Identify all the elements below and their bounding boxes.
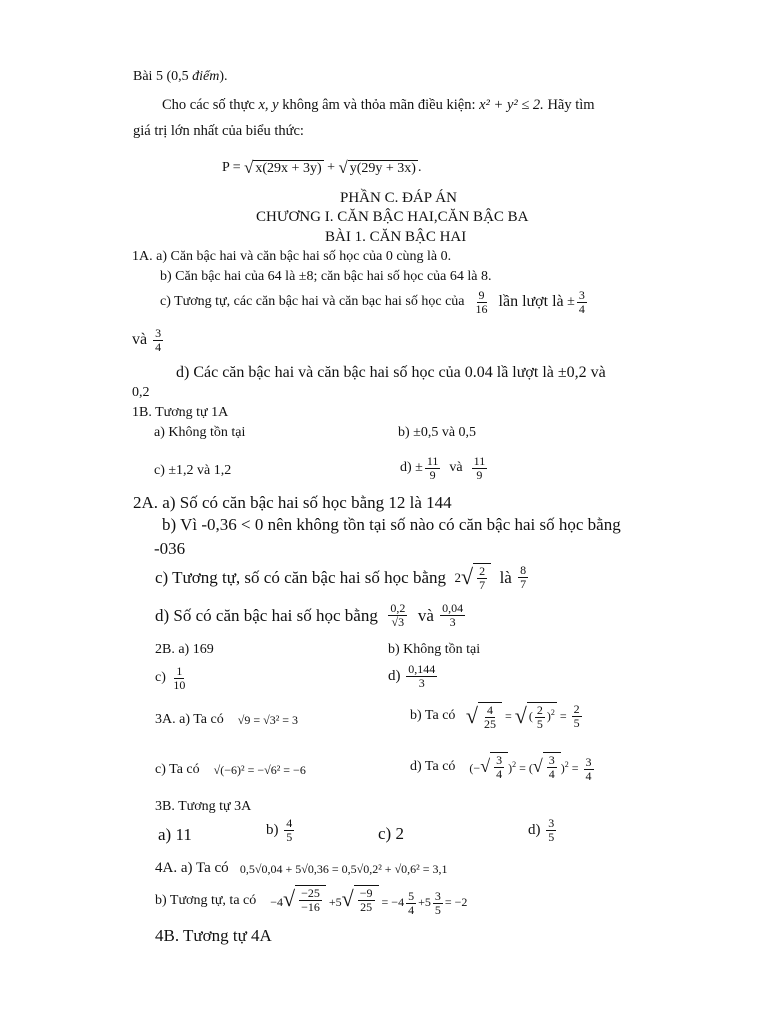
3a-c: c) Ta có √(−6)² = −√6² = −6	[155, 762, 306, 777]
1b-a: a) Không tồn tại	[154, 425, 246, 440]
4b-title: 4B. Tương tự 4A	[155, 926, 272, 945]
3b-d: d) $\frac{3}{5}$	[528, 816, 555, 844]
1a-d2: 0,2	[132, 385, 150, 400]
4a-a: 4A. a) Ta có 0,5√0,04 + 5√0,36 = 0,5√0,2² + √0,6² = 3,1	[155, 860, 448, 876]
1b-c: c) ±1,2 và 1,2	[154, 463, 232, 478]
3a-b: b) Ta có √ $\frac{4}{25}$ = √ ( $\frac{2}{5}$ )$^2$ = $\frac{2}{5}$	[410, 702, 580, 731]
1b-d: d) ± $\frac{11}{9}$ và $\frac{11}{9}$	[400, 454, 486, 482]
2b-a: 2B. a) 169	[155, 642, 214, 657]
2a-c: c) Tương tự, số có căn bậc hai số học bằng 2 √ $\frac{2}{7}$ là $\frac{8}{7}$	[155, 563, 527, 592]
1b-b: b) ±0,5 và 0,5	[398, 425, 477, 440]
1a-a: 1A. a) Căn bậc hai và căn bậc hai số học của 0 cùng là 0.	[132, 249, 452, 264]
lesson-heading: BÀI 1. CĂN BẬC HAI	[325, 229, 467, 245]
2b-d: d) $\frac{0,144}{3}$	[388, 662, 436, 690]
2a-b1: b) Vì -0,36 < 0 nên không tồn tại số nào có căn bậc hai số học bằng	[162, 515, 621, 534]
bai5-formula: P = √ x(29x + 3y) + √ y(29y + 3x) .	[222, 158, 422, 177]
chapter-heading: CHƯƠNG I. CĂN BẬC HAI,CĂN BẬC BA	[256, 209, 529, 225]
1a-b: b) Căn bậc hai của 64 là ±8; căn bậc hai số học của 64 là 8.	[160, 269, 492, 284]
2b-b: b) Không tồn tại	[388, 642, 481, 657]
3a-d: d) Ta có (− √ $\frac{3}{4}$ )$^2$ = ( √ $\frac{3}{4}$ )$^2$ = $\frac{3}{4}$	[410, 753, 592, 783]
1a-d: d) Các căn bậc hai và căn bậc hai số học của 0.04 lầ lượt là ±0,2 và	[176, 364, 606, 381]
1a-c: c) Tương tự, các căn bậc hai và căn bạc hai số học của $\frac{9}{16}$ lần lượt là ± $\frac{3}{4}$	[160, 288, 585, 316]
2b-c: c) $\frac{1}{10}$	[155, 664, 186, 692]
1b-title: 1B. Tương tự 1A	[132, 405, 229, 420]
1a-va: và $\frac{3}{4}$	[132, 326, 162, 354]
3b-title: 3B. Tương tự 3A	[155, 799, 252, 814]
part-heading: PHẦN C. ĐÁP ÁN	[340, 190, 457, 206]
2a-b2: -036	[154, 539, 186, 558]
bai5-line1: Cho các số thực x, y không âm và thỏa mãn điều kiện: x² + y² ≤ 2. Hãy tìm	[162, 97, 595, 113]
3a-a: 3A. a) Ta có √9 = √3² = 3	[155, 712, 299, 727]
bai5-title: Bài 5 (0,5 điểm).	[133, 69, 228, 84]
3b-c: c) 2	[378, 824, 404, 843]
2a-d: d) Số có căn bậc hai số học bằng $\frac{0,2}{√3}$ và $\frac{0,04}{3}$	[155, 601, 464, 629]
bai5-line2: giá trị lớn nhất của biểu thức:	[133, 123, 304, 139]
4a-b: b) Tương tự, ta có −4 √ $\frac{-25}{-16}$ +5 √ $\frac{-9}{25}$ = −4 $\frac{5}{4}$ +5 $\frac{3}{5}$ = −2	[155, 886, 468, 917]
3b-a: a) 11	[158, 825, 192, 844]
2a-a: 2A. a) Số có căn bậc hai số học bằng 12 là 144	[133, 493, 452, 512]
3b-b: b) $\frac{4}{5}$	[266, 816, 293, 844]
